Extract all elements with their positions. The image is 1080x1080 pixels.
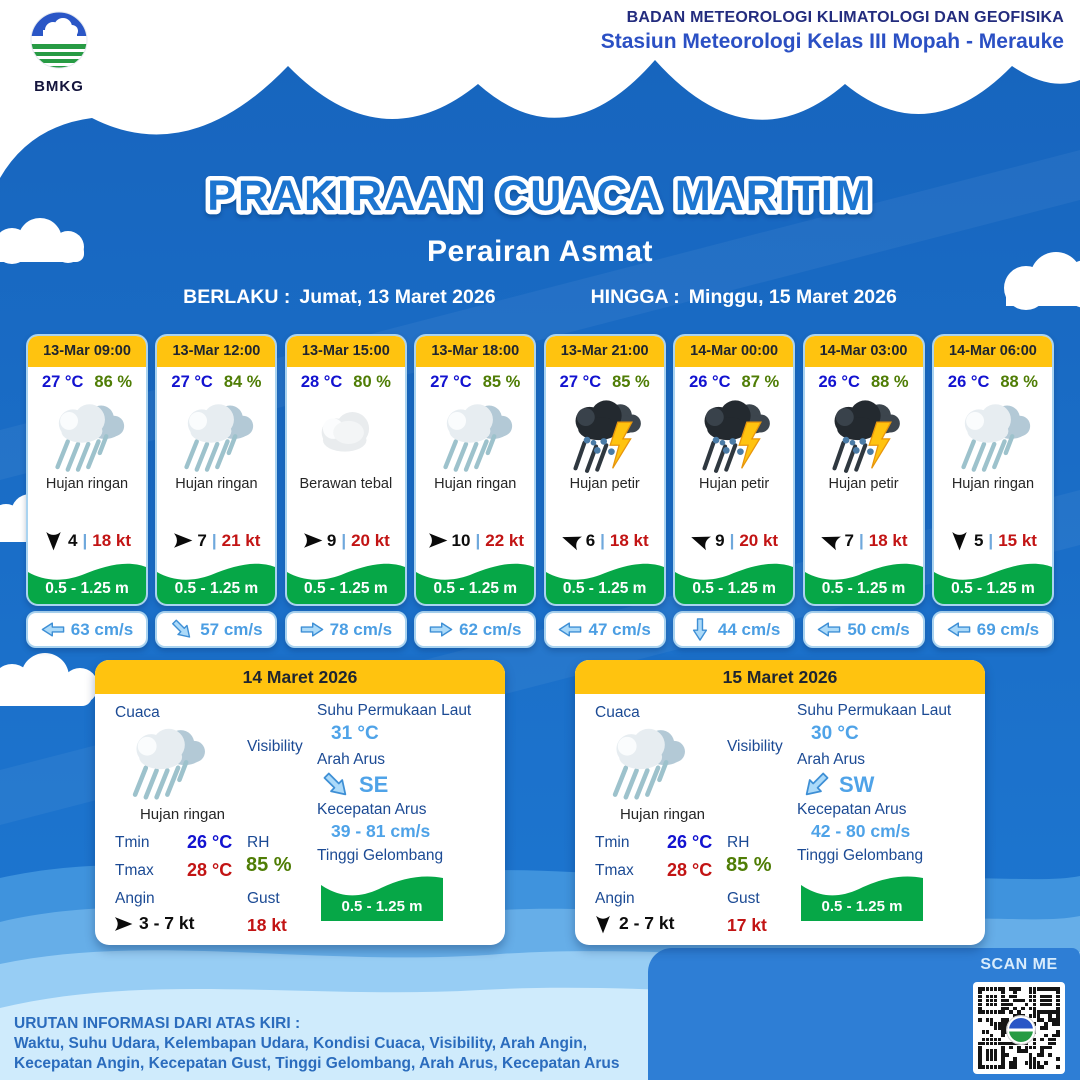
daily-wind-row [113, 913, 194, 934]
forecast-time: 13-Mar 12:00 [157, 336, 275, 367]
daily-wave-height: 0.5 - 1.25 m [821, 898, 903, 915]
daily-wind-direction-icon [113, 914, 133, 934]
forecast-card [932, 334, 1054, 648]
weather-icon [805, 392, 923, 478]
air-temperature: 27 °C [171, 373, 213, 391]
cuaca-label: Cuaca [595, 704, 640, 721]
current-box [285, 611, 407, 648]
humidity: 84 % [223, 373, 262, 391]
forecast-time: 13-Mar 15:00 [287, 336, 405, 367]
wind-row [675, 530, 793, 551]
daily-current-row [321, 772, 388, 798]
wind-direction-icon [949, 530, 970, 551]
wave-height-band [546, 550, 664, 604]
weather-icon [416, 392, 534, 478]
wind-speed: 18 kt [609, 530, 649, 550]
daily-wave-height-band [801, 869, 923, 921]
air-temperature: 26 °C [818, 373, 860, 391]
wind-row [28, 530, 146, 551]
tmin-value: 26 °C [187, 832, 233, 852]
weather-condition: Hujan ringan [45, 476, 129, 492]
tmin-label: Tmin [115, 834, 150, 851]
air-temperature: 26 °C [947, 373, 990, 391]
wind-row [157, 530, 275, 551]
wind-speed: 18 kt [92, 530, 131, 550]
gust-value: 17 kt [727, 915, 767, 935]
region-subtitle: Perairan Asmat [427, 235, 653, 268]
wave-height: 0.5 - 1.25 m [174, 580, 259, 597]
daily-wind-value: 3 - 7 kt [139, 913, 195, 933]
wave-height: 0.5 - 1.25 m [562, 580, 647, 597]
current-speed: 78 cm/s [329, 619, 393, 639]
sea-surface-temp-label: Suhu Permukaan Laut [317, 702, 472, 719]
daily-date: 15 Maret 2026 [575, 660, 985, 694]
current-direction-label: Arah Arus [797, 751, 866, 768]
station-name: Stasiun Meteorologi Kelas III Mopah - Merauke [600, 30, 1064, 53]
wind-speed: 20 kt [739, 530, 779, 550]
wind-row [287, 530, 405, 551]
current-speed: 69 cm/s [976, 619, 1040, 639]
forecast-time: 13-Mar 18:00 [416, 336, 534, 367]
sea-surface-temp-value: 31 °C [331, 723, 379, 744]
tmax-value: 28 °C [667, 860, 713, 880]
daily-weather-icon [123, 718, 209, 804]
daily-wind-row [593, 913, 674, 934]
current-box [414, 611, 536, 648]
daily-current-direction-icon [798, 767, 835, 804]
forecast-card-row [26, 334, 1054, 648]
forecast-time: 13-Mar 09:00 [28, 336, 146, 367]
forecast-card [544, 334, 666, 648]
divider: | [211, 530, 217, 550]
current-box [544, 611, 666, 648]
current-speed-value: 42 - 80 cm/s [811, 821, 911, 841]
weather-condition: Hujan ringan [434, 476, 517, 492]
tmin-value: 26 °C [667, 832, 713, 852]
wave-height: 0.5 - 1.25 m [45, 580, 129, 597]
humidity: 85 % [612, 373, 650, 391]
weather-condition: Berawan tebal [299, 476, 393, 492]
divider: | [988, 530, 994, 550]
rh-label: RH [727, 834, 750, 851]
wind-direction-value: 5 [973, 530, 984, 550]
weather-condition: Hujan ringan [951, 476, 1035, 492]
weather-icon [28, 392, 146, 478]
wave-height: 0.5 - 1.25 m [692, 580, 776, 597]
daily-current-direction-icon [318, 767, 355, 804]
wave-height: 0.5 - 1.25 m [433, 580, 518, 597]
humidity: 80 % [353, 373, 391, 391]
valid-to-label: HINGGA : [590, 286, 680, 308]
agency-name: BADAN METEOROLOGI KLIMATOLOGI DAN GEOFISIKA [626, 9, 1064, 26]
current-box [673, 611, 795, 648]
current-direction-icon [300, 621, 324, 638]
current-box [803, 611, 925, 648]
wind-direction-value: 10 [451, 530, 471, 550]
wind-direction-value: 4 [68, 530, 78, 550]
current-speed: 57 cm/s [200, 619, 263, 639]
forecast-time: 14-Mar 06:00 [934, 336, 1052, 367]
weather-condition: Hujan petir [699, 476, 770, 492]
daily-weather-condition: Hujan ringan [139, 806, 226, 823]
rh-value: 85 % [246, 854, 292, 876]
wind-speed: 18 kt [868, 530, 908, 550]
daily-card [575, 660, 985, 945]
forecast-time: 14-Mar 00:00 [675, 336, 793, 367]
daily-wave-height-band [321, 869, 443, 921]
daily-card [95, 660, 505, 945]
forecast-card [673, 334, 795, 648]
gust-value: 18 kt [247, 915, 287, 935]
wave-height-label: Tinggi Gelombang [797, 847, 924, 864]
tmax-value: 28 °C [187, 860, 233, 880]
tmax-label: Tmax [115, 862, 154, 879]
main-title-wrap [0, 163, 1080, 229]
current-speed: 63 cm/s [70, 619, 134, 639]
forecast-time: 13-Mar 21:00 [546, 336, 664, 367]
footer-note-line2: Kecepatan Angin, Kecepatan Gust, Tinggi Gelombang, Arah Arus, Kecepatan Arus [14, 1054, 620, 1072]
main-title: PRAKIRAAN CUACA MARITIM [207, 172, 873, 220]
daily-weather-condition: Hujan ringan [619, 806, 706, 823]
weather-icon [157, 392, 275, 478]
valid-from-label: BERLAKU : [183, 286, 291, 308]
gust-label: Gust [727, 890, 760, 907]
humidity: 87 % [741, 373, 780, 391]
air-temperature: 27 °C [41, 373, 84, 391]
current-direction-icon [429, 621, 453, 638]
wind-row [416, 530, 534, 551]
wind-row [805, 530, 923, 551]
wave-height-band [934, 550, 1052, 604]
valid-from-value: Jumat, 13 Maret 2026 [299, 286, 496, 308]
air-temperature: 27 °C [559, 373, 602, 391]
agency-header [601, 9, 1064, 54]
daily-date: 14 Maret 2026 [95, 660, 505, 694]
wind-direction-value: 6 [585, 530, 596, 550]
wind-label: Angin [595, 890, 635, 907]
wave-height-band [287, 550, 405, 604]
wave-height: 0.5 - 1.25 m [951, 580, 1035, 597]
divider: | [475, 530, 481, 550]
daily-wind-direction-icon [593, 914, 613, 934]
air-temperature: 28 °C [300, 373, 343, 391]
wind-direction-value: 7 [197, 530, 207, 550]
current-box [932, 611, 1054, 648]
wind-speed: 20 kt [351, 530, 390, 550]
forecast-card [26, 334, 148, 648]
daily-card-row [95, 660, 985, 945]
wind-row [934, 530, 1052, 551]
divider: | [341, 530, 347, 550]
current-speed-label: Kecepatan Arus [317, 801, 427, 818]
wave-height-band [28, 550, 146, 604]
air-temperature: 27 °C [430, 373, 472, 391]
forecast-card [414, 334, 536, 648]
current-speed: 50 cm/s [847, 619, 910, 639]
forecast-card [803, 334, 925, 648]
current-direction-icon [947, 621, 971, 638]
current-direction-value: SW [839, 772, 875, 797]
visibility-label: Visibility [247, 738, 303, 755]
bmkg-logo-label: BMKG [34, 78, 84, 95]
wave-height-band [805, 550, 923, 604]
divider: | [82, 530, 88, 550]
forecast-card [285, 334, 407, 648]
footer-note-line1: Waktu, Suhu Udara, Kelembapan Udara, Kondisi Cuaca, Visibility, Arah Angin, [14, 1034, 588, 1052]
wind-direction-icon [427, 530, 448, 551]
wind-speed: 22 kt [485, 530, 524, 550]
wind-direction-value: 9 [715, 530, 725, 550]
current-box [26, 611, 148, 648]
scan-me-label: SCAN ME [980, 956, 1058, 973]
humidity: 85 % [482, 373, 521, 391]
weather-condition: Hujan petir [569, 476, 640, 492]
weather-icon [546, 392, 664, 478]
wind-direction-icon [172, 530, 193, 551]
wind-direction-icon [302, 530, 323, 551]
humidity: 86 % [94, 373, 133, 391]
divider: | [859, 530, 864, 550]
daily-wave-height: 0.5 - 1.25 m [341, 898, 423, 915]
daily-weather-icon [603, 718, 689, 804]
weather-condition: Hujan ringan [175, 476, 258, 492]
current-speed: 62 cm/s [459, 619, 522, 639]
wave-height-label: Tinggi Gelombang [317, 847, 444, 864]
forecast-card [155, 334, 277, 648]
validity-row [0, 286, 1080, 309]
forecast-time: 14-Mar 03:00 [805, 336, 923, 367]
tmax-label: Tmax [595, 862, 634, 879]
footer-note [14, 1014, 619, 1073]
rh-label: RH [247, 834, 270, 851]
rh-value: 85 % [726, 854, 772, 876]
weather-condition: Hujan petir [828, 476, 899, 492]
bmkg-logo-icon [27, 8, 91, 72]
current-direction-value: SE [359, 772, 389, 797]
wind-label: Angin [115, 890, 155, 907]
current-direction-icon [41, 621, 65, 638]
wind-speed: 15 kt [998, 530, 1037, 550]
wave-height-band [416, 550, 534, 604]
air-temperature: 26 °C [689, 373, 731, 391]
gust-label: Gust [247, 890, 280, 907]
current-speed-value: 39 - 81 cm/s [331, 821, 431, 841]
footer-panel [648, 948, 1080, 1080]
current-direction-icon [691, 618, 708, 642]
wave-height: 0.5 - 1.25 m [304, 580, 388, 597]
weather-icon [934, 392, 1052, 478]
divider: | [600, 530, 605, 550]
current-box [155, 611, 277, 648]
footer-note-title: URUTAN INFORMASI DARI ATAS KIRI : [14, 1015, 301, 1032]
current-direction-icon [817, 621, 841, 638]
wind-row [546, 530, 664, 551]
wave-height: 0.5 - 1.25 m [821, 580, 906, 597]
current-speed: 47 cm/s [588, 619, 651, 639]
current-speed: 44 cm/s [717, 619, 781, 639]
qr-code [973, 982, 1065, 1074]
wind-speed: 21 kt [221, 530, 261, 550]
valid-to-value: Minggu, 15 Maret 2026 [688, 286, 897, 308]
wind-direction-value: 7 [844, 530, 854, 550]
wind-direction-value: 9 [326, 530, 337, 550]
current-direction-label: Arah Arus [317, 751, 386, 768]
visibility-label: Visibility [727, 738, 783, 755]
sea-surface-temp-label: Suhu Permukaan Laut [797, 702, 952, 719]
cuaca-label: Cuaca [115, 704, 160, 721]
bmkg-logo [26, 8, 92, 95]
wind-direction-icon [43, 530, 64, 551]
current-speed-label: Kecepatan Arus [797, 801, 907, 818]
qr-center-logo [1007, 1016, 1035, 1044]
daily-current-row [801, 772, 874, 798]
tmin-label: Tmin [595, 834, 630, 851]
wave-height-band [675, 550, 793, 604]
weather-icon [675, 392, 793, 478]
sea-surface-temp-value: 30 °C [811, 723, 859, 744]
divider: | [729, 530, 735, 550]
current-direction-icon [558, 621, 582, 638]
humidity: 88 % [1000, 373, 1038, 391]
humidity: 88 % [870, 373, 909, 391]
current-direction-icon [168, 615, 197, 644]
wave-height-band [157, 550, 275, 604]
weather-icon [287, 392, 405, 478]
daily-wind-value: 2 - 7 kt [619, 913, 675, 933]
